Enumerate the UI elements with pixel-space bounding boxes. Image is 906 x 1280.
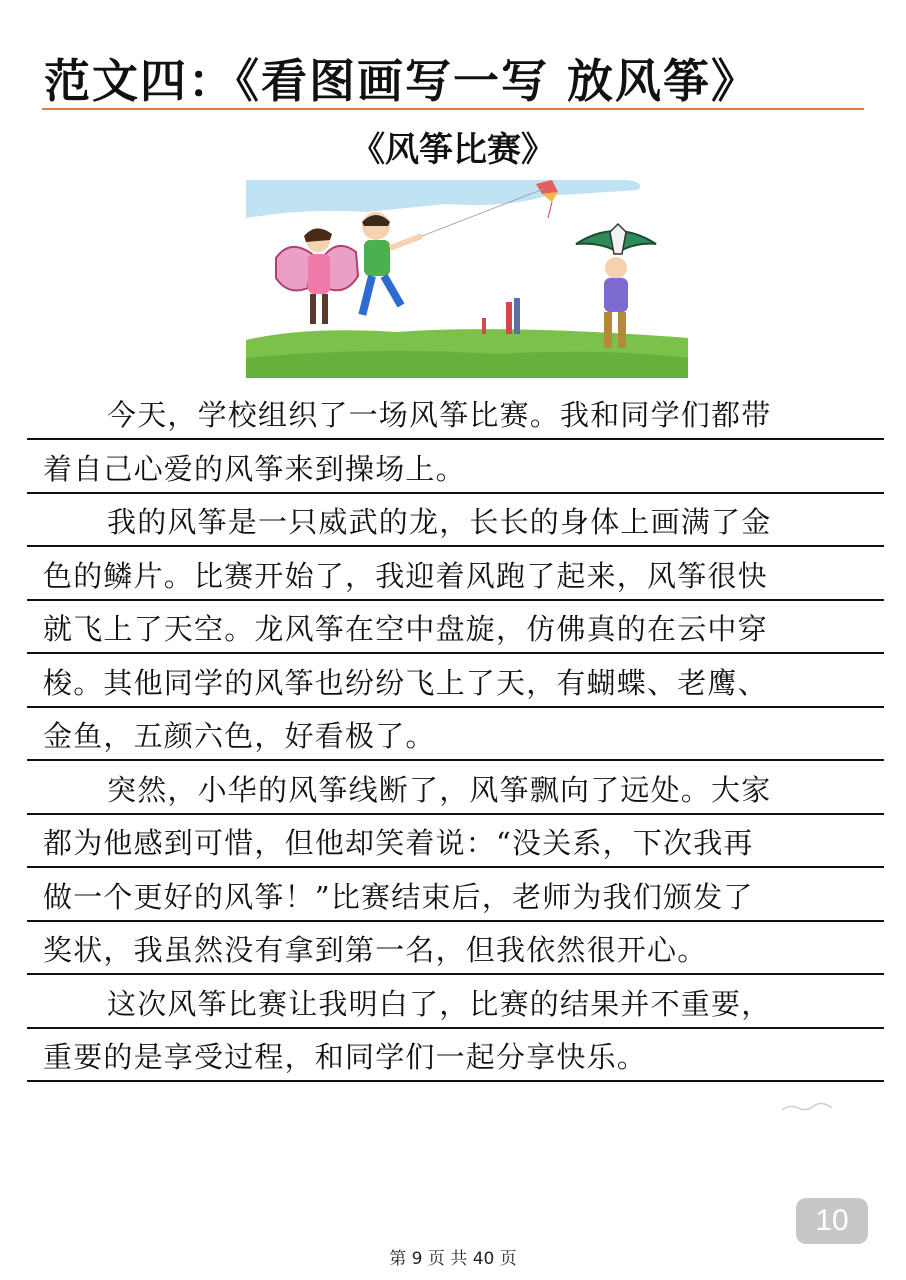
essay-line [27,816,884,868]
essay-line [27,709,884,761]
essay-line-text: 着自己心爱的风筝来到操场上。 [43,452,466,486]
essay-line [27,495,884,547]
essay-line [27,870,884,922]
essay-line-text: 梭。其他同学的风筝也纷纷飞上了天，有蝴蝶、老鹰、 [43,666,768,700]
essay-line [27,602,884,654]
essay-line-text: 做一个更好的风筝！”比赛结束后，老师为我们颁发了 [43,880,754,914]
title-underline [42,108,864,110]
essay-line-text: 我的风筝是一只威武的龙，长长的身体上画满了金 [107,505,772,539]
essay-line [27,1030,884,1082]
essay-line-text: 就飞上了天空。龙风筝在空中盘旋，仿佛真的在云中穿 [43,612,768,646]
essay-line-text: 色的鳞片。比赛开始了，我迎着风跑了起来，风筝很快 [43,559,768,593]
essay-line-text: 金鱼，五颜六色，好看极了。 [43,719,436,753]
page-footer: 第 9 页 共 40 页 [389,1249,517,1269]
essay-line-text: 突然，小华的风筝线断了，风筝飘向了远处。大家 [107,773,772,807]
essay-line [27,388,884,440]
essay-line-text: 重要的是享受过程，和同学们一起分享快乐。 [43,1040,648,1074]
page-number-badge: 10 [796,1198,868,1244]
essay-subtitle: 《风筝比赛》 [351,130,555,170]
essay-line [27,763,884,815]
essay-line [27,442,884,494]
page-title: 范文四：《看图画写一写 放风筝》 [44,54,760,108]
kite-flying-illustration [246,178,688,378]
essay-line [27,923,884,975]
faint-scribble [780,1098,840,1114]
essay-line-text: 今天，学校组织了一场风筝比赛。我和同学们都带 [107,398,772,432]
essay-line [27,549,884,601]
essay-line [27,977,884,1029]
essay-line [27,656,884,708]
essay-line-text: 奖状，我虽然没有拿到第一名，但我依然很开心。 [43,933,708,967]
essay-line-text: 都为他感到可惜，但他却笑着说：“没关系，下次我再 [43,826,754,860]
essay-line-text: 这次风筝比赛让我明白了，比赛的结果并不重要， [107,987,772,1021]
